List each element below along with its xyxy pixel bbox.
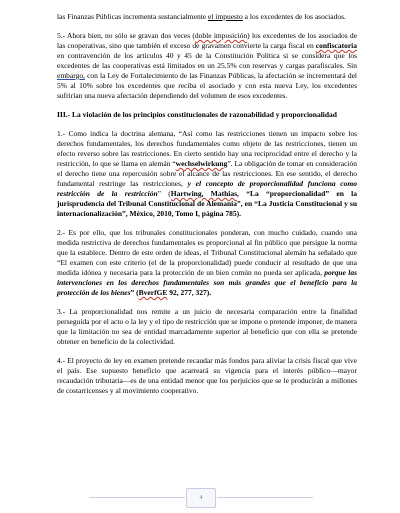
text: 5.- Ahora bien, no sólo se gravan dos veces ( [57, 31, 195, 40]
spell-flagged-text: Hartwing, Mathias [170, 189, 238, 198]
text: ”. La obligación de tomar en consideración el derecho tiene una repercusión sobre el alcance de las restricciones. En ese sentido, el derecho fundamental restringe las restricciones, [57, 159, 357, 188]
text: ) los excedentes de los asociados de las cooperativas, sino que también el exceso de gravamen convierte la carga fiscal en [57, 31, 358, 50]
grammar-flagged-text: embargo, [57, 71, 85, 80]
text: las Finanzas Públicas incrementa sustancialmente [57, 12, 208, 21]
text: 2.- Es por ello, que los tribunales constitucionales ponderan, con mucho cuidado, cuando una medida restrictiva de derechos fundamentales es proporcional al fin público que persigue la norma que la establece. Dentro de este orden de ideas, el Tribunal Constitucional alemán ha señalado que “El examen con este criterio (el de la proporcionalidad) puede conducir al resultado de que una medida idónea y necesaria para la protección de un bien común no pueda ser aplicada, [57, 228, 357, 277]
paragraph-2 [57, 228, 357, 298]
citation-text: , “La “proporcionalidad” en la jurisprudencia del Tribunal Constitucional de Alemania”, en “La Justicia Constitucional y su internacionalización”, México, 2010, Tomo I, página 785). [57, 189, 357, 218]
text: 1.- Como indica la doctrina alemana, “Así como las restricciones tienen un impacto sobre los derechos fundamentales, los derechos fundamentales como objeto de las restricciones, tienen un efecto reverso sobre las restricciones. En cierto sentido hay una reciprocidad entre el derecho y la restricción, lo que se llama en alemán “ [57, 129, 357, 168]
text: ” ( [130, 288, 139, 297]
emphasis-text: y el concepto de proporcionalidad funciona como restricción de la restricción [57, 179, 357, 198]
paragraph-1 [57, 129, 357, 219]
paragraph-continuation [57, 12, 357, 22]
spell-flagged-text: wechselwirkung [175, 159, 228, 168]
document-body [57, 12, 357, 396]
section-heading: III.- La violación de los principios constitucionales de razonabilidad y proporcionalidad [57, 110, 337, 119]
text: ” ( [157, 189, 171, 198]
text: con la Ley de Fortalecimiento de las Finanzas Públicas, la afectación se incrementará del 5% al 10% sobre los excedentes que reciba el asociado y con esta nueva Ley, los excedentes sufrirían una nueva afectación dependiendo del volumen de esos excedentes. [57, 71, 357, 100]
underlined-text: el impuesto [208, 12, 243, 21]
paragraph-3: 3.- La proporcionalidad nos remite a un juicio de necesaria comparación entre la finalidad perseguida por el acto o la ley y el tipo de restricción que se impone o pretende imponer, de manera que la limitación no sea de entidad marcadamente superior al beneficio que con ella se pretende obtener en beneficio de la colectividad. [57, 307, 357, 346]
text: a los excedentes de los asociados. [242, 12, 346, 21]
paragraph-4: 4.- El proyecto de ley en examen pretende recaudar más fondos para aliviar la crisis fiscal que vive el país. Ese supuesto beneficio que acarreará su vigencia para el interés público—mayor recaudación tributaria—es de una entidad menor que los perjuicios que se le producirán a millones de costarricenses y al movimiento cooperativo. [57, 356, 357, 395]
spell-flagged-text: confiscatoria [315, 41, 357, 50]
spell-flagged-text: doble imposición [194, 31, 248, 40]
emphasis-text: porque las intervenciones en los derechos fundamentales son más grandes que el beneficio para la protección de los bienes [57, 268, 357, 297]
text: en contravención de los artículos 40 y 45 de la Constitución Política si se considera que los excedentes de las cooperativas está limitados en un 25.5% con reservas y cargas parafiscales. Sin [57, 51, 357, 70]
paragraph-5 [57, 31, 357, 101]
page-number: 4 [186, 488, 216, 508]
citation-text: 92, 277, 327). [167, 288, 212, 297]
spell-flagged-text: BverfGE [138, 288, 168, 297]
